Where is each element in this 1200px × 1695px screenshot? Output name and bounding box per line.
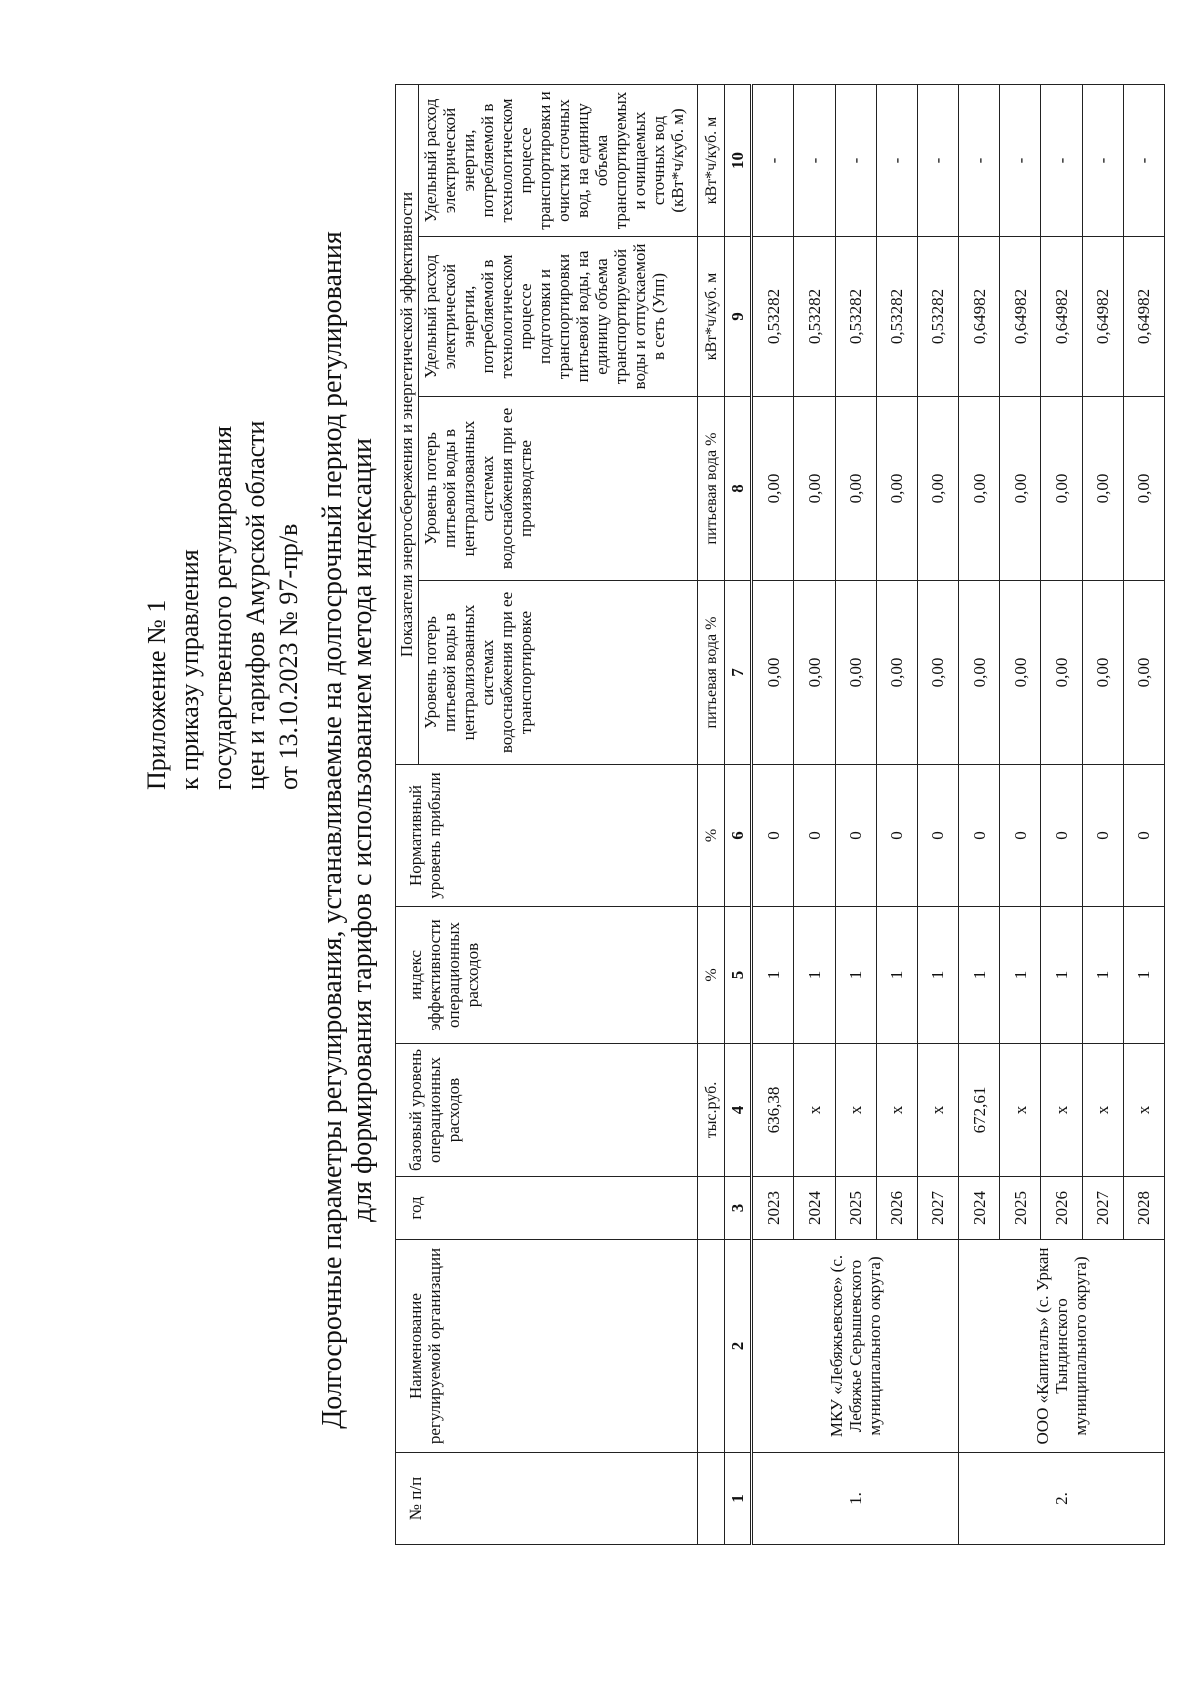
elec-waste-cell: - (1000, 84, 1041, 236)
elec-waste-cell: - (794, 84, 835, 236)
loss-transport-cell: 0,00 (1123, 581, 1164, 765)
appendix-line: государственного регулирования (208, 425, 237, 790)
efficiency-index-cell: 1 (959, 907, 1000, 1044)
year-cell: 2023 (752, 1177, 794, 1240)
base-cost-cell: х (835, 1044, 876, 1177)
header-org: Наименование регулируемой организации (396, 1240, 698, 1453)
appendix-line: цен и тарифов Амурской области (241, 420, 270, 790)
efficiency-index-cell: 1 (1082, 907, 1123, 1044)
header-energy-group: Показатели энергосбережения и энергетической эффективности (396, 84, 419, 764)
document-title (318, 115, 378, 1545)
appendix-line: от 13.10.2023 № 97-пр/в (274, 523, 303, 790)
loss-production-cell: 0,00 (1082, 397, 1123, 581)
header-num: № п/п (396, 1453, 698, 1545)
title-line: для формирования тарифов с использованием метода индексации (347, 437, 378, 1223)
base-cost-cell: х (876, 1044, 917, 1177)
base-cost-cell: х (917, 1044, 958, 1177)
org-number-cell: 1. (752, 1453, 959, 1545)
elec-waste-cell: - (1082, 84, 1123, 236)
unit-cell: % (697, 765, 725, 907)
loss-transport-cell: 0,00 (752, 581, 794, 765)
column-number-cell: 7 (725, 581, 752, 765)
column-numbers-row (725, 84, 752, 1544)
column-number-cell: 2 (725, 1240, 752, 1453)
header-base: базовый уровень операционных расходов (396, 1044, 698, 1177)
unit-cell: % (697, 907, 725, 1044)
elec-water-cell: 0,64982 (959, 237, 1000, 397)
units-row (697, 84, 725, 1544)
loss-transport-cell: 0,00 (1041, 581, 1082, 765)
loss-production-cell: 0,00 (1041, 397, 1082, 581)
unit-cell: питьевая вода % (697, 397, 725, 581)
year-cell: 2024 (794, 1177, 835, 1240)
profit-level-cell: 0 (917, 765, 958, 907)
loss-transport-cell: 0,00 (959, 581, 1000, 765)
loss-transport-cell: 0,00 (1082, 581, 1123, 765)
header-year: год (396, 1177, 698, 1240)
elec-water-cell: 0,53282 (835, 237, 876, 397)
header-elec-waste: Удельный расход электрической энергии, потребляемой в технологическом процессе транспортировки и очистки сточных вод, на единицу объема транспортируемых и очищаемых сточных вод (кВт*ч/куб. м) (418, 84, 697, 236)
appendix-header (140, 270, 305, 790)
loss-transport-cell: 0,00 (794, 581, 835, 765)
profit-level-cell: 0 (835, 765, 876, 907)
org-name-cell: ООО «Капиталъ» (с. Уркан Тындинского муниципального округа) (959, 1240, 1165, 1453)
header-loss-production: Уровень потерь питьевой воды в централизованных системах водоснабжения при ее производстве (418, 397, 697, 581)
elec-waste-cell: - (1123, 84, 1164, 236)
profit-level-cell: 0 (1041, 765, 1082, 907)
elec-waste-cell: - (835, 84, 876, 236)
elec-water-cell: 0,53282 (752, 237, 794, 397)
profit-level-cell: 0 (794, 765, 835, 907)
efficiency-index-cell: 1 (794, 907, 835, 1044)
elec-water-cell: 0,64982 (1041, 237, 1082, 397)
base-cost-cell: 672,61 (959, 1044, 1000, 1177)
base-cost-cell: 636,38 (752, 1044, 794, 1177)
unit-cell (697, 1177, 725, 1240)
column-number-cell: 9 (725, 237, 752, 397)
base-cost-cell: х (1000, 1044, 1041, 1177)
loss-production-cell: 0,00 (1000, 397, 1041, 581)
year-cell: 2025 (1000, 1177, 1041, 1240)
unit-cell: кВт*ч/куб. м (697, 237, 725, 397)
loss-transport-cell: 0,00 (876, 581, 917, 765)
efficiency-index-cell: 1 (1000, 907, 1041, 1044)
profit-level-cell: 0 (959, 765, 1000, 907)
elec-waste-cell: - (876, 84, 917, 236)
elec-waste-cell: - (1041, 84, 1082, 236)
header-profit: Нормативный уровень прибыли (396, 765, 698, 907)
org-number-cell: 2. (959, 1453, 1165, 1545)
year-cell: 2024 (959, 1177, 1000, 1240)
column-number-cell: 10 (725, 84, 752, 236)
base-cost-cell: х (1041, 1044, 1082, 1177)
elec-water-cell: 0,64982 (1082, 237, 1123, 397)
loss-production-cell: 0,00 (835, 397, 876, 581)
elec-water-cell: 0,53282 (917, 237, 958, 397)
elec-waste-cell: - (752, 84, 794, 236)
year-cell: 2027 (917, 1177, 958, 1240)
title-line: Долгосрочные параметры регулирования, устанавливаемые на долгосрочный период регулирования (317, 231, 348, 1429)
efficiency-index-cell: 1 (876, 907, 917, 1044)
unit-cell: питьевая вода % (697, 581, 725, 765)
table-row (752, 84, 794, 1544)
table-row (959, 84, 1000, 1544)
appendix-line: Приложение № 1 (142, 599, 171, 790)
efficiency-index-cell: 1 (752, 907, 794, 1044)
header-loss-transport: Уровень потерь питьевой воды в централизованных системах водоснабжения при ее транспортировке (418, 581, 697, 765)
parameters-table (395, 84, 1165, 1545)
loss-production-cell: 0,00 (794, 397, 835, 581)
appendix-line: к приказу управления (175, 549, 204, 790)
unit-cell (697, 1240, 725, 1453)
year-cell: 2026 (876, 1177, 917, 1240)
profit-level-cell: 0 (752, 765, 794, 907)
column-number-cell: 5 (725, 907, 752, 1044)
loss-transport-cell: 0,00 (1000, 581, 1041, 765)
efficiency-index-cell: 1 (917, 907, 958, 1044)
efficiency-index-cell: 1 (1123, 907, 1164, 1044)
base-cost-cell: х (1123, 1044, 1164, 1177)
column-number-cell: 8 (725, 397, 752, 581)
year-cell: 2027 (1082, 1177, 1123, 1240)
unit-cell: тыс.руб. (697, 1044, 725, 1177)
org-name-cell: МКУ «Лебяжьевское» (с. Лебяжье Серышевского муниципального округа) (752, 1240, 959, 1453)
profit-level-cell: 0 (1000, 765, 1041, 907)
elec-waste-cell: - (959, 84, 1000, 236)
column-number-cell: 1 (725, 1453, 752, 1545)
profit-level-cell: 0 (1123, 765, 1164, 907)
column-number-cell: 4 (725, 1044, 752, 1177)
loss-production-cell: 0,00 (876, 397, 917, 581)
efficiency-index-cell: 1 (1041, 907, 1082, 1044)
profit-level-cell: 0 (1082, 765, 1123, 907)
unit-cell (697, 1453, 725, 1545)
base-cost-cell: х (794, 1044, 835, 1177)
elec-water-cell: 0,64982 (1000, 237, 1041, 397)
column-number-cell: 3 (725, 1177, 752, 1240)
header-index: индекс эффективности операционных расходов (396, 907, 698, 1044)
profit-level-cell: 0 (876, 765, 917, 907)
loss-production-cell: 0,00 (752, 397, 794, 581)
column-number-cell: 6 (725, 765, 752, 907)
year-cell: 2028 (1123, 1177, 1164, 1240)
year-cell: 2025 (835, 1177, 876, 1240)
loss-production-cell: 0,00 (1123, 397, 1164, 581)
loss-transport-cell: 0,00 (835, 581, 876, 765)
loss-transport-cell: 0,00 (917, 581, 958, 765)
elec-waste-cell: - (917, 84, 958, 236)
elec-water-cell: 0,53282 (794, 237, 835, 397)
base-cost-cell: х (1082, 1044, 1123, 1177)
elec-water-cell: 0,64982 (1123, 237, 1164, 397)
unit-cell: кВт*ч/куб. м (697, 84, 725, 236)
header-elec-water: Удельный расход электрической энергии, потребляемой в технологическом процессе подготовки и транспортировки питьевой воды, на единицу объема транспортируемой воды и отпускаемой в сеть (Упп) (418, 237, 697, 397)
year-cell: 2026 (1041, 1177, 1082, 1240)
efficiency-index-cell: 1 (835, 907, 876, 1044)
loss-production-cell: 0,00 (917, 397, 958, 581)
loss-production-cell: 0,00 (959, 397, 1000, 581)
elec-water-cell: 0,53282 (876, 237, 917, 397)
